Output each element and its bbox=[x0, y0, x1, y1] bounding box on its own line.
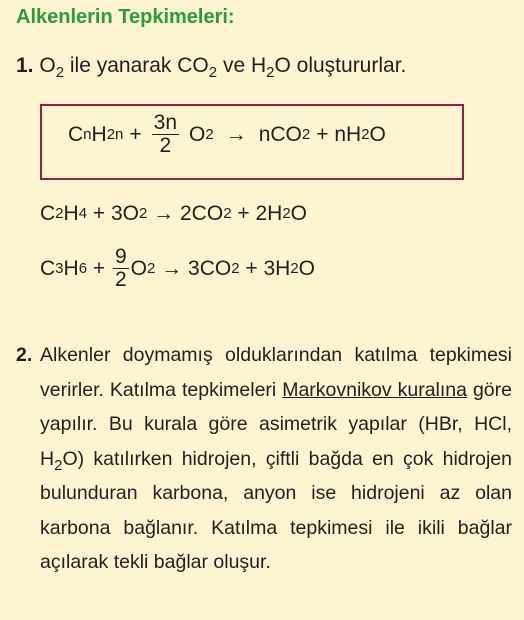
prop-o: O bbox=[130, 256, 147, 280]
gen-o: O bbox=[189, 122, 206, 146]
prop-h2o: + 3H bbox=[239, 256, 291, 280]
eth-c: C bbox=[40, 202, 56, 225]
gen-h: H bbox=[91, 122, 107, 146]
prop-h: H bbox=[63, 256, 79, 280]
eth-h: H bbox=[63, 202, 79, 225]
paragraph-text-c: O) katılırken hidrojen, çiftli bağda en çok hidrojen bulunduran karbona, anyon ise hidrojeni az olan karbona bağlanır. Katılma tepkimesi ile ikili bağlar açılarak tekli bağlar oluşur. bbox=[40, 447, 512, 573]
paragraph-h2o-sub: 2 bbox=[54, 456, 63, 474]
prop-fraction bbox=[113, 246, 129, 291]
prop-frac-num: 9 bbox=[114, 245, 127, 268]
markovnikov-rule-link[interactable]: Markovnikov kuralına bbox=[282, 378, 467, 401]
statement-o2-sub: 2 bbox=[55, 64, 65, 81]
paragraph-body bbox=[40, 338, 512, 580]
statement-text-3: O oluştururlar. bbox=[274, 54, 407, 77]
eth-h2o: + 2H bbox=[231, 202, 283, 225]
prop-c: C bbox=[40, 256, 56, 280]
gen-arrow: → bbox=[225, 122, 247, 146]
gen-co2: nCO bbox=[258, 122, 302, 146]
gen-plus: + bbox=[129, 122, 142, 146]
gen-frac-den: 2 bbox=[159, 134, 172, 158]
statement-text-1: ile yanarak CO bbox=[64, 54, 209, 77]
item-number: 2. bbox=[16, 344, 33, 366]
section-title: Alkenlerin Tepkimeleri: bbox=[16, 6, 235, 28]
statement-h2o-sub: 2 bbox=[266, 64, 275, 81]
gen-h2o-end: O bbox=[369, 122, 386, 146]
item-number: 1. bbox=[16, 54, 34, 77]
statement-text-2: ve H bbox=[217, 54, 267, 77]
gen-plus-h2o: + nH bbox=[316, 122, 362, 146]
statement-o: O bbox=[39, 54, 56, 77]
eth-o2: + 3O bbox=[87, 202, 139, 225]
propene-combustion-equation: C 3 H 6 + $\frac{9}{2}$ O 2 → 3CO 2 + 3H 2 O bbox=[40, 245, 316, 292]
addition-reaction-paragraph bbox=[16, 338, 512, 580]
gen-c: C bbox=[68, 122, 84, 146]
prop-arrow: → bbox=[155, 256, 189, 280]
general-combustion-equation: C n H 2n + $\frac{3n}{2}$ O 2 → nCO 2 + nH 2 O bbox=[68, 111, 386, 158]
gen-fraction bbox=[152, 112, 179, 157]
gen-frac-num: 3n bbox=[153, 111, 177, 134]
eth-arrow: → bbox=[147, 202, 180, 225]
prop-h2o-end: O bbox=[298, 256, 316, 280]
paragraph-text-b: göre yapılır. Bu kurala göre asimetrik yapılar (HBr, HCl, H bbox=[40, 378, 512, 470]
ethene-combustion-equation: C 2 H 4 + 3O 2 → 2CO 2 + 2H 2 O bbox=[40, 202, 307, 225]
paragraph-text-a: Alkenler doymamış olduklarından katılma tepkimesi verirler. Katılma tepkimeleri bbox=[40, 344, 512, 401]
statement-co2-sub: 2 bbox=[208, 64, 218, 81]
eth-co2: 2CO bbox=[180, 202, 224, 225]
prop-frac-den: 2 bbox=[114, 268, 127, 292]
prop-co2: 3CO bbox=[188, 256, 232, 280]
eth-h2o-end: O bbox=[290, 202, 307, 225]
prop-plus: + bbox=[87, 256, 111, 280]
combustion-statement bbox=[16, 54, 407, 81]
